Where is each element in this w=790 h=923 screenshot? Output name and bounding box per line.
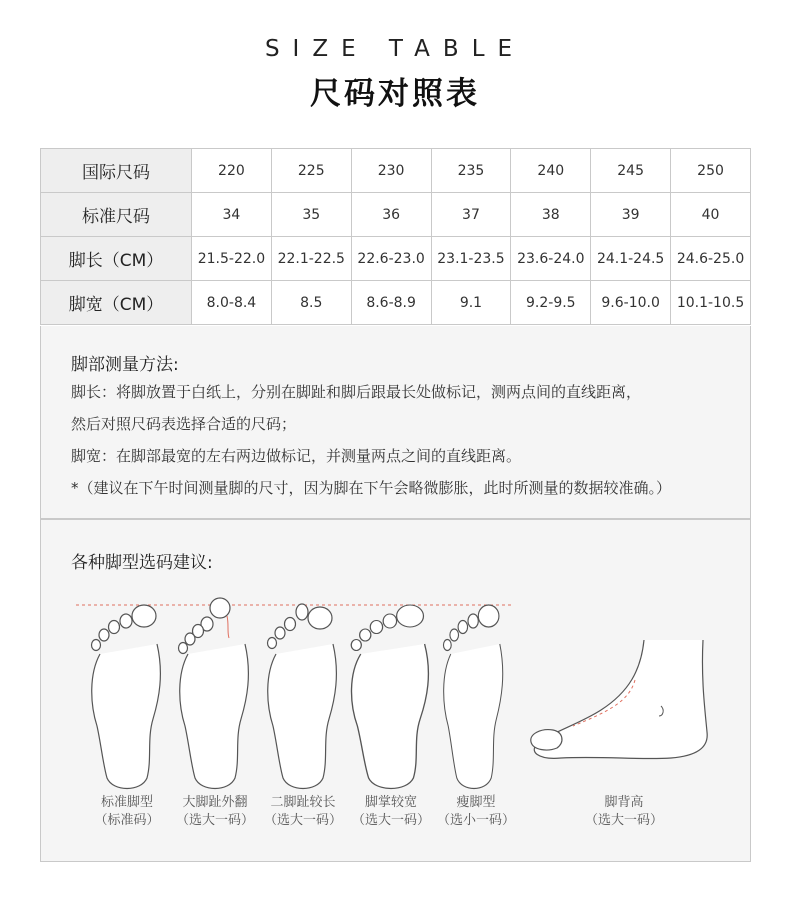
measurement-heading: 脚部测量方法: xyxy=(71,355,179,375)
foot-types-heading: 各种脚型选码建议: xyxy=(71,553,213,573)
size-cell: 22.6-23.0 xyxy=(351,237,431,281)
foot-type-name: 二脚趾较长 xyxy=(270,795,336,810)
foot-type-advice: （选大一码） xyxy=(351,813,430,828)
size-cell: 34 xyxy=(192,193,272,237)
size-cell: 21.5-22.0 xyxy=(192,237,272,281)
size-cell: 8.5 xyxy=(271,281,351,325)
size-cell: 8.0-8.4 xyxy=(192,281,272,325)
bunion-foot-icon xyxy=(179,598,249,789)
foot-type-name: 标准脚型 xyxy=(100,795,153,810)
size-cell: 24.1-24.5 xyxy=(591,237,671,281)
size-table-row xyxy=(41,237,751,281)
size-cell: 36 xyxy=(351,193,431,237)
foot-types-panel xyxy=(40,519,751,862)
size-cell: 220 xyxy=(192,149,272,193)
foot-type-advice: （选大一码） xyxy=(263,813,342,828)
size-cell: 39 xyxy=(591,193,671,237)
wide-foot-icon xyxy=(351,605,428,789)
size-cell: 8.6-8.9 xyxy=(351,281,431,325)
foot-type-caption xyxy=(569,794,679,830)
size-table-row xyxy=(41,149,751,193)
size-cell: 35 xyxy=(271,193,351,237)
size-cell: 22.1-22.5 xyxy=(271,237,351,281)
size-cell: 23.1-23.5 xyxy=(431,237,511,281)
row-header: 国际尺码 xyxy=(41,149,192,193)
measurement-line: 脚宽：在脚部最宽的左右两边做标记，并测量两点之间的直线距离。 xyxy=(71,447,522,465)
foot-type-advice: （标准码） xyxy=(94,813,160,828)
measurement-line: 然后对照尺码表选择合适的尺码； xyxy=(71,415,297,433)
size-table-row xyxy=(41,193,751,237)
thin-foot-icon xyxy=(443,605,502,789)
size-cell: 250 xyxy=(671,149,751,193)
size-cell: 38 xyxy=(511,193,591,237)
size-cell: 225 xyxy=(271,149,351,193)
size-table-row xyxy=(41,281,751,325)
english-title: SIZE TABLE xyxy=(264,36,526,62)
size-cell: 240 xyxy=(511,149,591,193)
foot-type-name: 大脚趾外翻 xyxy=(182,795,248,810)
size-cell: 245 xyxy=(591,149,671,193)
measurement-line: 脚长：将脚放置于白纸上，分别在脚趾和脚后跟最长处做标记，测两点间的直线距离， xyxy=(71,383,642,401)
size-cell: 10.1-10.5 xyxy=(671,281,751,325)
row-header: 脚宽（CM） xyxy=(41,281,192,325)
foot-type-name: 瘦脚型 xyxy=(456,795,496,810)
size-cell: 37 xyxy=(431,193,511,237)
standard-foot-icon xyxy=(92,605,161,789)
size-table xyxy=(40,148,751,325)
size-cell: 9.6-10.0 xyxy=(591,281,671,325)
foot-type-advice: （选大一码） xyxy=(584,813,663,828)
row-header: 标准尺码 xyxy=(41,193,192,237)
size-cell: 23.6-24.0 xyxy=(511,237,591,281)
size-cell: 235 xyxy=(431,149,511,193)
measurement-method-panel xyxy=(40,326,751,519)
measurement-line: *（建议在下午时间测量脚的尺寸，因为脚在下午会略微膨胀，此时所测量的数据较准确。） xyxy=(71,479,672,497)
row-header: 脚长（CM） xyxy=(41,237,192,281)
size-cell: 24.6-25.0 xyxy=(671,237,751,281)
foot-type-name: 脚背高 xyxy=(604,795,644,810)
foot-type-name: 脚掌较宽 xyxy=(364,795,417,810)
size-cell: 9.1 xyxy=(431,281,511,325)
size-cell: 9.2-9.5 xyxy=(511,281,591,325)
foot-type-advice: （选小一码） xyxy=(436,813,515,828)
foot-type-advice: （选大一码） xyxy=(175,813,254,828)
size-cell: 40 xyxy=(671,193,751,237)
foot-type-caption xyxy=(421,794,531,830)
high-instep-foot-icon xyxy=(531,640,707,759)
long-second-toe-foot-icon xyxy=(268,604,337,789)
size-cell: 230 xyxy=(351,149,431,193)
chinese-title: 尺码对照表 xyxy=(310,76,480,112)
